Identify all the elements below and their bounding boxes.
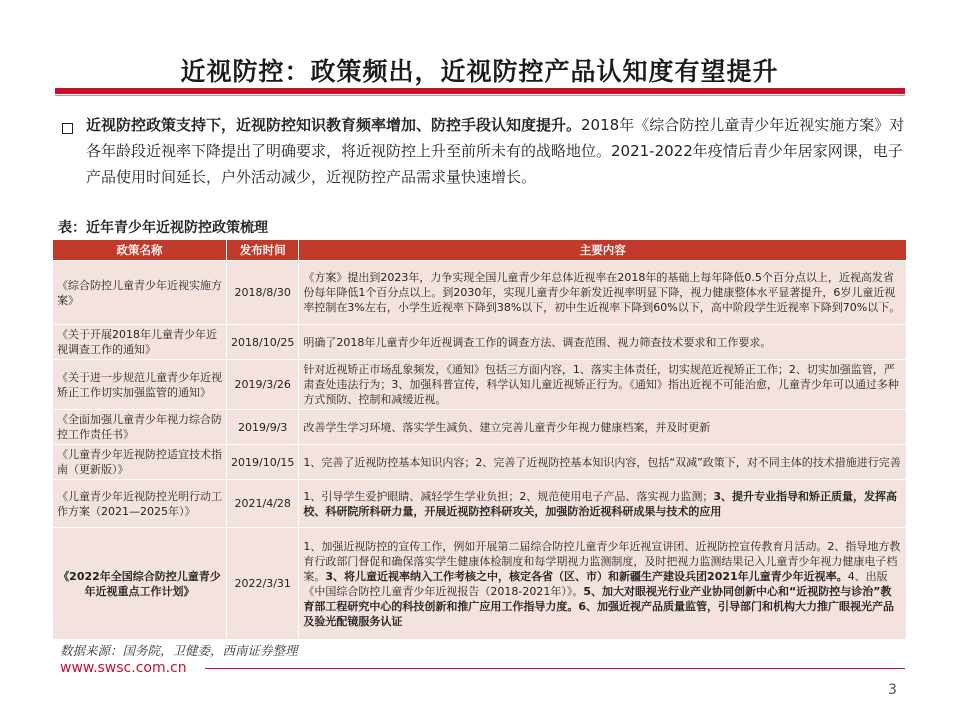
policy-content: 明确了2018年儿童青少年近视调查工作的调查方法、调查范围、视力筛查技术要求和工作要求。 xyxy=(299,325,907,360)
title-divider-thin xyxy=(55,95,905,96)
policy-name: 《2022年全国综合防控儿童青少年近视重点工作计划》 xyxy=(53,528,227,640)
policy-name: 《关于进一步规范儿童青少年近视矫正工作切实加强监管的通知》 xyxy=(53,360,227,410)
footer-divider xyxy=(205,668,905,669)
policy-date: 2018/10/25 xyxy=(227,325,299,360)
policy-date: 2019/10/15 xyxy=(227,445,299,480)
content-bold: 5、加大对眼视光行业产业协同创新中心和“近视防控与诊治”教育部工程研究中心的科技创新和推广应用工作指导力度。6、加强近视产品质量监管，引导部门和机构大力推广眼视光产品及验光配镜服务认证 xyxy=(303,584,895,628)
policy-date: 2022/3/31 xyxy=(227,528,299,640)
policy-name: 《关于开展2018年儿童青少年近视调查工作的通知》 xyxy=(53,325,227,360)
policy-date: 2018/8/30 xyxy=(227,261,299,325)
header-policy-name: 政策名称 xyxy=(53,240,227,261)
table-row xyxy=(53,325,907,360)
table-row xyxy=(53,528,907,640)
square-bullet-icon xyxy=(62,123,73,134)
policy-name: 《综合防控儿童青少年近视实施方案》 xyxy=(53,261,227,325)
policy-content: 针对近视矫正市场乱象频发，《通知》包括三方面内容，1、落实主体责任，切实规范近视矫正工作；2、切实加强监管，严肃查处违法行为；3、加强科普宣传，科学认知儿童近视矫正行为。《通知》指出近视不可能治愈，儿童青少年可以通过多种方式预防、控制和减缓近视。 xyxy=(299,360,907,410)
intro-paragraph xyxy=(86,112,906,190)
website-url[interactable]: www.swsc.com.cn xyxy=(60,660,187,676)
table-row xyxy=(53,445,907,480)
policy-content: 《方案》提出到2023年，力争实现全国儿童青少年总体近视率在2018年的基础上每年降低0.5个百分点以上，近视高发省份每年降低1个百分点以上。到2030年，实现儿童青少年新发近视率明显下降，视力健康整体水平显著提升，6岁儿童近视率控制在3%左右，小学生近视率下降到38%以下，初中生近视率下降到60%以下，高中阶段学生近视率下降到70%以下。 xyxy=(299,261,907,325)
data-source: 数据来源：国务院，卫健委，西南证券整理 xyxy=(60,643,298,658)
header-date: 发布时间 xyxy=(227,240,299,261)
policy-name: 《全面加强儿童青少年视力综合防控工作责任书》 xyxy=(53,410,227,445)
table-row xyxy=(53,261,907,325)
table-row xyxy=(53,360,907,410)
table-row xyxy=(53,410,907,445)
intro-bold: 近视防控政策支持下，近视防控知识教育频率增加、防控手段认知度提升。 xyxy=(86,116,582,134)
header-content: 主要内容 xyxy=(299,240,907,261)
table-header-row xyxy=(53,240,907,261)
policy-content xyxy=(299,528,907,640)
page-number: 3 xyxy=(888,682,897,698)
content-plain: 1、引导学生爱护眼睛、减轻学生学业负担；2、规范使用电子产品、落实视力监测； xyxy=(303,489,714,503)
policy-content: 1、完善了近视防控基本知识内容；2、完善了近视防控基本知识内容，包括“双减”政策下，对不同主体的技术措施进行完善 xyxy=(299,445,907,480)
page-title: 近视防控：政策频出，近视防控产品认知度有望提升 xyxy=(180,57,779,86)
content-plain: 4、出版《中国综合防控儿童青少年近视报告（2018-2021年）》。 xyxy=(303,569,888,598)
policy-table xyxy=(52,239,907,640)
content-plain: 1、加强近视防控的宣传工作，例如开展第二届综合防控儿童青少年近视宣讲团、近视防控宣传教育月活动。2、指导地方教育行政部门督促和确保落实学生健康体检制度和每学期视力监测制度，及时把视力监测结果记入儿童青少年视力健康电子档案。 xyxy=(303,539,901,583)
policy-name: 《儿童青少年近视防控光明行动工作方案（2021—2025年）》 xyxy=(53,480,227,528)
content-bold: 3、将儿童近视率纳入工作考核之中，核定各省（区、市）和新疆生产建设兵团2021年儿童青少年近视率。 xyxy=(325,569,848,583)
policy-date: 2019/9/3 xyxy=(227,410,299,445)
content-bold: 3、提升专业指导和矫正质量，发挥高校、科研院所科研力量，开展近视防控科研攻关，加强防治近视科研成果与技术的应用 xyxy=(303,489,898,518)
policy-content: 改善学生学习环境、落实学生减负、建立完善儿童青少年视力健康档案，并及时更新 xyxy=(299,410,907,445)
intro-text: 2018年《综合防控儿童青少年近视实施方案》对各年龄段近视率下降提出了明确要求，将近视防控上升至前所未有的战略地位。2021-2022年疫情后青少年居家网课，电子产品使用时间延长，户外活动减少，近视防控产品需求量快速增长。 xyxy=(86,116,905,186)
table-caption: 表：近年青少年近视防控政策梳理 xyxy=(58,220,268,236)
policy-content xyxy=(299,480,907,528)
policy-date: 2019/3/26 xyxy=(227,360,299,410)
policy-date: 2021/4/28 xyxy=(227,480,299,528)
policy-name: 《儿童青少年近视防控适宜技术指南（更新版）》 xyxy=(53,445,227,480)
table-row xyxy=(53,480,907,528)
title-divider xyxy=(55,88,905,94)
